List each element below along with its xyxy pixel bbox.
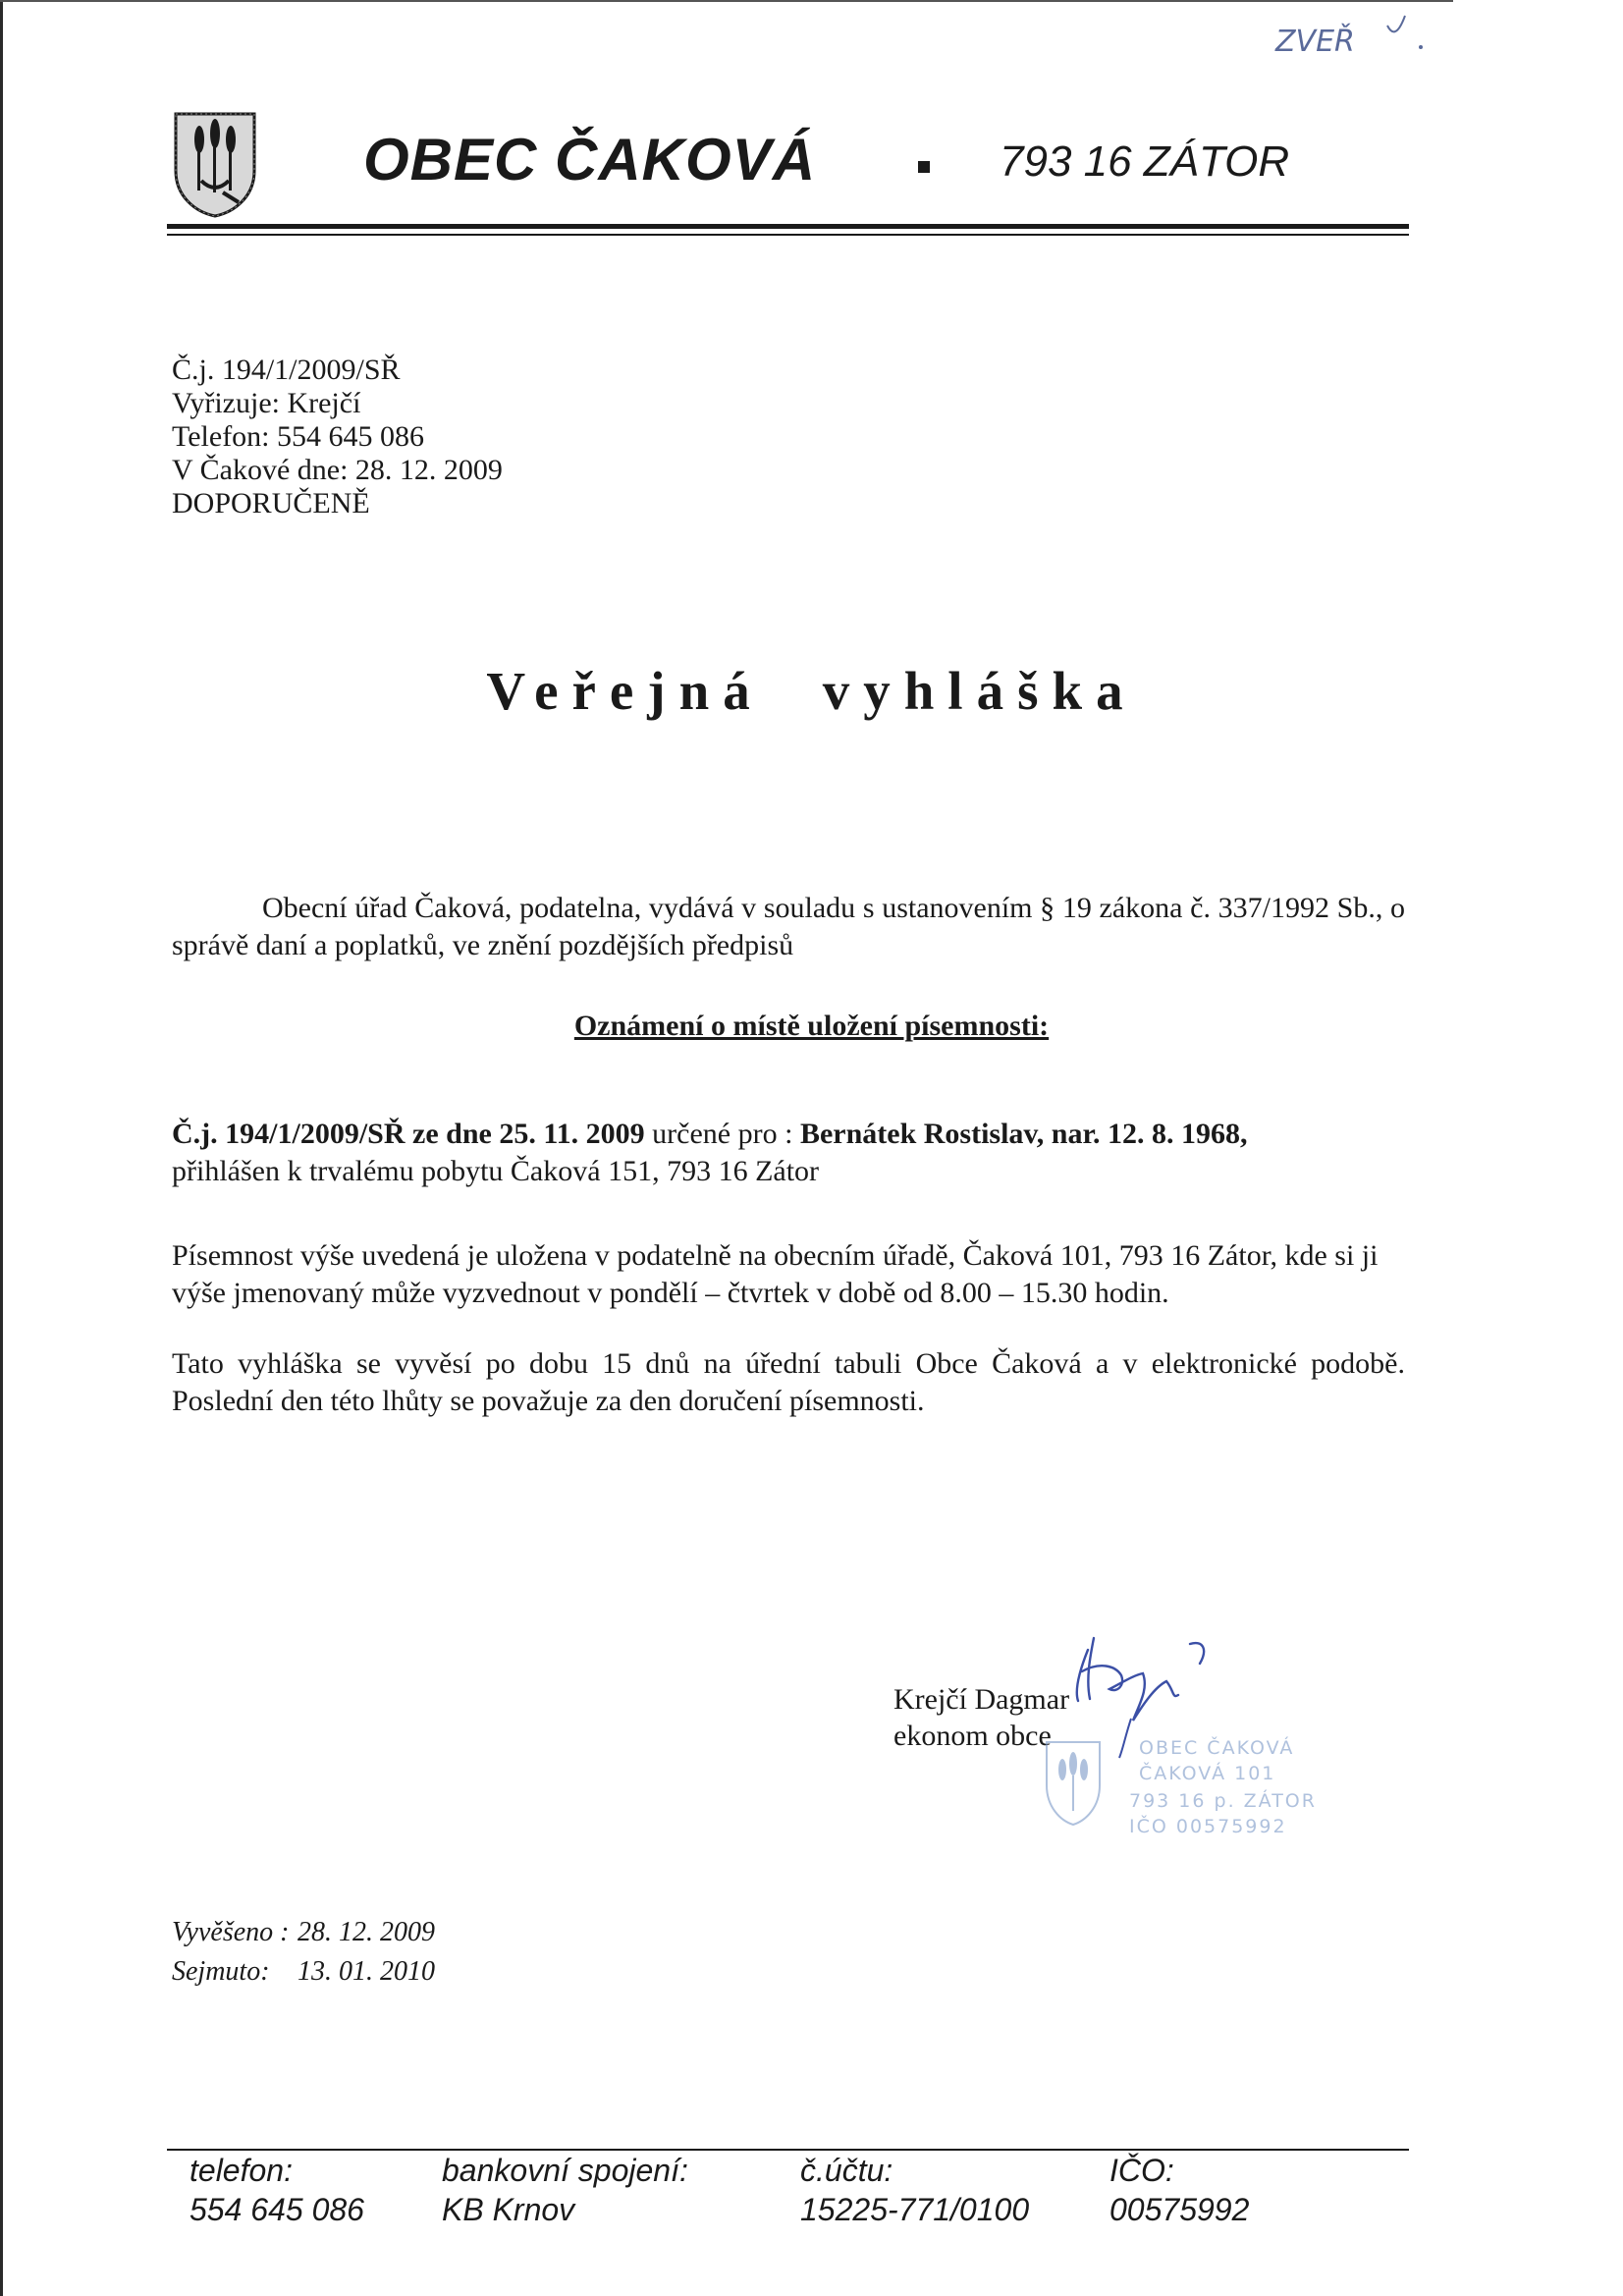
- stamp-line-3: 793 16 p. ZÁTOR: [1129, 1790, 1317, 1812]
- recipient-residence: přihlášen k trvalému pobytu Čaková 151, 793 16 Zátor: [172, 1155, 820, 1187]
- notice-subheading: Oznámení o místě uložení písemnosti:: [573, 1010, 1050, 1042]
- posted-date: 28. 12. 2009: [298, 1917, 435, 1947]
- header-rule-thin: [167, 234, 1409, 236]
- document-heading: [0, 660, 1623, 722]
- reference-paragraph: [172, 1116, 1405, 1190]
- heading-word-2: vyhláška: [822, 661, 1137, 721]
- stamp-line-4: IČO 00575992: [1129, 1816, 1287, 1837]
- posting-paragraph: Tato vyhláška se vyvěsí po dobu 15 dnů na úřední tabuli Obce Čaková a v elektronické podobě. Poslední den této lhůty se považuje za den doručení písemnosti.: [172, 1347, 1405, 1417]
- stamp-line-2: ČAKOVÁ 101: [1139, 1763, 1276, 1784]
- handled-by: Vyřizuje: Krejčí: [172, 387, 361, 419]
- footer-ico-value: 00575992: [1109, 2192, 1250, 2227]
- footer-bank: [442, 2151, 688, 2229]
- delivery-type: DOPORUČENĚ: [172, 487, 370, 519]
- footer-account: [800, 2151, 1029, 2229]
- posted-label: Vyvěšeno :: [172, 1917, 290, 1947]
- handwritten-note: [1271, 12, 1438, 66]
- footer-ico-label: IČO:: [1109, 2153, 1174, 2188]
- document-meta: [172, 354, 503, 520]
- removed-date: 13. 01. 2010: [298, 1956, 435, 1987]
- handwritten-note-text: ZVEŘ: [1275, 25, 1355, 59]
- posting-dates: [172, 1913, 435, 1992]
- recipient-name: Bernátek Rostislav, nar. 12. 8. 1968,: [799, 1118, 1248, 1150]
- header-rule-thick: [167, 224, 1409, 229]
- signer-role: ekonom obce: [893, 1720, 1052, 1752]
- place-and-date: V Čakové dne: 28. 12. 2009: [172, 454, 503, 486]
- footer-account-label: č.účtu:: [800, 2153, 893, 2188]
- municipality-name: OBEC ČAKOVÁ: [363, 127, 817, 192]
- header-bullet: [918, 161, 930, 173]
- intro-paragraph: Obecní úřad Čaková, podatelna, vydává v souladu s ustanovením § 19 zákona č. 337/1992 Sb., o správě daní a poplatků, ve znění pozdějších předpisů: [172, 892, 1405, 961]
- municipality-address: 793 16 ZÁTOR: [1000, 137, 1290, 186]
- reference-bold: Č.j. 194/1/2009/SŘ ze dne 25. 11. 2009: [172, 1118, 645, 1150]
- storage-paragraph: Písemnost výše uvedená je uložena v podatelně na obecním úřadě, Čaková 101, 793 16 Zátor, kde si ji výše jmenovaný může vyzvednout v pondělí – čtvrtek v době od 8.00 – 15.30 hodin.: [172, 1239, 1379, 1309]
- footer-ico: [1109, 2151, 1249, 2229]
- municipal-crest-icon: [172, 110, 258, 218]
- scan-top-edge: [0, 0, 1453, 2]
- footer-phone: [189, 2151, 364, 2229]
- official-stamp: [1041, 1730, 1335, 1848]
- footer-phone-label: telefon:: [189, 2153, 293, 2188]
- designated-for: určené pro :: [644, 1118, 800, 1150]
- reference-number: Č.j. 194/1/2009/SŘ: [172, 354, 401, 386]
- footer-account-value: 15225-771/0100: [800, 2192, 1030, 2227]
- signer-name: Krejčí Dagmar: [893, 1683, 1070, 1716]
- scan-left-edge: [0, 0, 3, 2296]
- stamp-line-1: OBEC ČAKOVÁ: [1139, 1737, 1295, 1759]
- phone-number: Telefon: 554 645 086: [172, 420, 425, 453]
- footer-bank-label: bankovní spojení:: [442, 2153, 688, 2188]
- footer-bank-value: KB Krnov: [442, 2192, 575, 2227]
- footer-phone-value: 554 645 086: [189, 2192, 364, 2227]
- heading-word-1: Veřejná: [486, 661, 764, 721]
- removed-label: Sejmuto:: [172, 1956, 270, 1987]
